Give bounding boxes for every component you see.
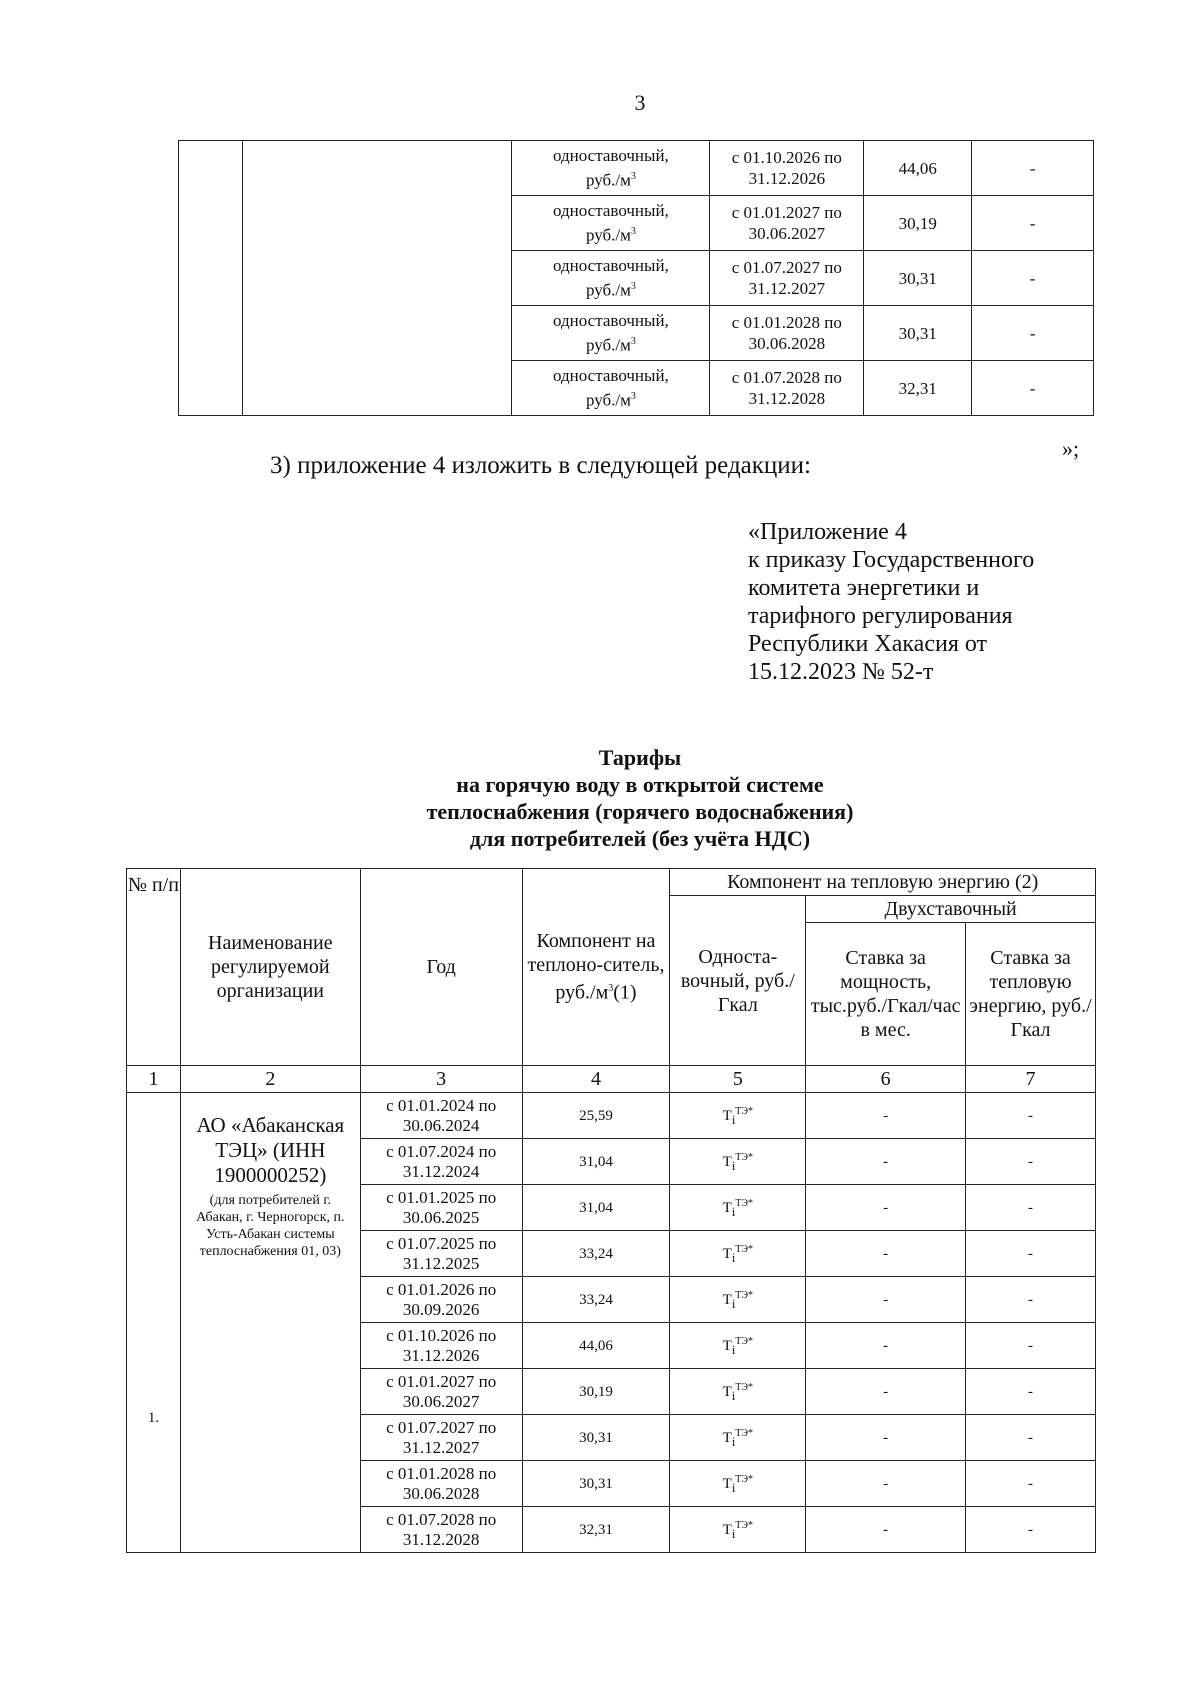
period-cell: с 01.01.2026 по 30.09.2026	[360, 1277, 522, 1323]
header-two-rate: Двухставочный	[806, 896, 1096, 923]
single-rate-cell	[670, 1139, 806, 1185]
table-row	[179, 141, 1094, 196]
period-cell: с 01.10.2026 по 31.12.2026	[360, 1323, 522, 1369]
tariff-symbol: Т	[722, 1429, 732, 1446]
period-cell: с 01.01.2027 по 30.06.2027	[360, 1369, 522, 1415]
tariff-superscript: ТЭ*	[735, 1473, 754, 1485]
tariff-subscript: i	[731, 1480, 736, 1495]
energy-cell: -	[966, 1139, 1096, 1185]
tariff-subscript: i	[731, 1250, 736, 1265]
tariff-superscript: ТЭ*	[735, 1427, 754, 1439]
capacity-cell: -	[806, 1093, 966, 1139]
carrier-cell: 33,24	[522, 1277, 670, 1323]
column-number: 3	[360, 1066, 522, 1093]
single-rate-cell	[670, 1369, 806, 1415]
tariff-superscript: ТЭ*	[735, 1519, 754, 1531]
title-line: теплоснабжения (горячего водоснабжения)	[426, 799, 854, 824]
value-cell: 44,06	[864, 141, 972, 196]
energy-cell: -	[966, 1415, 1096, 1461]
single-rate-cell	[670, 1185, 806, 1231]
rate-type-cell	[512, 196, 710, 251]
tariff-subscript: i	[731, 1342, 736, 1357]
table-row	[127, 1093, 1096, 1139]
tariff-symbol: Т	[722, 1383, 732, 1400]
organization-note: (для потребителей г. Абакан, г. Черногорск, п. Усть-Абакан системы теплоснабжения 01, 03)	[196, 1193, 345, 1259]
tariff-subscript: i	[731, 1434, 736, 1449]
value-cell: 32,31	[864, 361, 972, 416]
carrier-cell: 31,04	[522, 1185, 670, 1231]
organization-cell	[180, 1093, 360, 1553]
appendix-line: Республики Хакасия от	[748, 631, 988, 657]
appendix-line: комитета энергетики и	[748, 575, 980, 601]
appendix-line: 15.12.2023 № 52-т	[748, 659, 934, 685]
continuation-table	[178, 140, 1094, 416]
capacity-cell: -	[806, 1507, 966, 1553]
page-number: 3	[634, 90, 646, 115]
rate-type-cell	[512, 361, 710, 416]
rate-type-text: одноставочный, руб./м	[553, 366, 669, 410]
period-cell: с 01.01.2024 по 30.06.2024	[360, 1093, 522, 1139]
capacity-cell: -	[806, 1185, 966, 1231]
period-cell: с 01.07.2027 по 31.12.2027	[710, 251, 864, 306]
header-carrier-text: Компонент на теплоно-ситель, руб./м	[527, 930, 665, 1004]
value-cell: 30,19	[864, 196, 972, 251]
extra-cell: -	[972, 306, 1094, 361]
extra-cell: -	[972, 251, 1094, 306]
tariff-superscript: ТЭ*	[735, 1105, 754, 1117]
energy-cell: -	[966, 1093, 1096, 1139]
blank-cell	[242, 141, 512, 416]
header-carrier-suffix: (1)	[613, 981, 637, 1004]
title-line: Тарифы	[598, 745, 682, 770]
appendix-line: к приказу Государственного	[748, 547, 1035, 573]
energy-cell: -	[966, 1185, 1096, 1231]
rate-type-text: одноставочный, руб./м	[553, 311, 669, 355]
cube-superscript: 3	[630, 226, 636, 238]
carrier-cell: 30,19	[522, 1369, 670, 1415]
organization-name: АО «Абаканская ТЭЦ» (ИНН 1900000252)	[196, 1113, 345, 1187]
capacity-cell: -	[806, 1231, 966, 1277]
period-cell: с 01.07.2028 по 31.12.2028	[360, 1507, 522, 1553]
column-number: 1	[127, 1066, 181, 1093]
single-rate-cell	[670, 1277, 806, 1323]
tariff-symbol: Т	[722, 1199, 732, 1216]
period-cell: с 01.01.2028 по 30.06.2028	[710, 306, 864, 361]
capacity-cell: -	[806, 1369, 966, 1415]
cube-superscript: 3	[630, 281, 636, 293]
period-cell: с 01.07.2028 по 31.12.2028	[710, 361, 864, 416]
tariff-superscript: ТЭ*	[735, 1289, 754, 1301]
header-single-rate: Односта-вочный, руб./Гкал	[670, 896, 806, 1066]
cube-superscript: 3	[630, 171, 636, 183]
tariff-symbol: Т	[722, 1153, 732, 1170]
column-number: 7	[966, 1066, 1096, 1093]
blank-cell	[179, 141, 243, 416]
carrier-cell: 30,31	[522, 1461, 670, 1507]
header-heat-component: Компонент на тепловую энергию (2)	[670, 869, 1096, 896]
value-cell: 30,31	[864, 251, 972, 306]
period-cell: с 01.01.2027 по 30.06.2027	[710, 196, 864, 251]
single-rate-cell	[670, 1507, 806, 1553]
appendix-line: тарифного регулирования	[748, 603, 1013, 629]
tariff-symbol: Т	[722, 1475, 732, 1492]
extra-cell: -	[972, 141, 1094, 196]
table-title	[0, 744, 1200, 852]
energy-cell: -	[966, 1369, 1096, 1415]
single-rate-cell	[670, 1461, 806, 1507]
single-rate-cell	[670, 1231, 806, 1277]
tariff-superscript: ТЭ*	[735, 1381, 754, 1393]
tariff-superscript: ТЭ*	[735, 1151, 754, 1163]
extra-cell: -	[972, 196, 1094, 251]
cube-superscript: 3	[630, 391, 636, 403]
carrier-cell: 25,59	[522, 1093, 670, 1139]
cube-superscript: 3	[630, 336, 636, 348]
period-cell: с 01.07.2024 по 31.12.2024	[360, 1139, 522, 1185]
column-numbers-row	[127, 1066, 1096, 1093]
energy-cell: -	[966, 1461, 1096, 1507]
tariff-symbol: Т	[722, 1521, 732, 1538]
carrier-cell: 31,04	[522, 1139, 670, 1185]
capacity-cell: -	[806, 1277, 966, 1323]
instruction-text: 3) приложение 4 изложить в следующей редакции:	[270, 452, 811, 479]
title-line: для потребителей (без учёта НДС)	[469, 826, 811, 851]
carrier-cell: 33,24	[522, 1231, 670, 1277]
energy-cell: -	[966, 1507, 1096, 1553]
rate-type-cell	[512, 306, 710, 361]
row-index: 1.	[127, 1093, 181, 1553]
period-cell: с 01.01.2028 по 30.06.2028	[360, 1461, 522, 1507]
carrier-cell: 32,31	[522, 1507, 670, 1553]
value-cell: 30,31	[864, 306, 972, 361]
column-number: 6	[806, 1066, 966, 1093]
appendix-header	[748, 518, 1034, 686]
capacity-cell: -	[806, 1461, 966, 1507]
tariff-superscript: ТЭ*	[735, 1335, 754, 1347]
energy-cell: -	[966, 1231, 1096, 1277]
capacity-cell: -	[806, 1415, 966, 1461]
tariff-symbol: Т	[722, 1107, 732, 1124]
tariff-subscript: i	[731, 1388, 736, 1403]
rate-type-text: одноставочный, руб./м	[553, 201, 669, 245]
extra-cell: -	[972, 361, 1094, 416]
energy-cell: -	[966, 1323, 1096, 1369]
capacity-cell: -	[806, 1139, 966, 1185]
rate-type-cell	[512, 141, 710, 196]
header-org: Наименование регулируемой организации	[180, 869, 360, 1066]
header-capacity-rate: Ставка за мощность, тыс.руб./Гкал/час в мес.	[806, 923, 966, 1066]
single-rate-cell	[670, 1093, 806, 1139]
tariff-symbol: Т	[722, 1337, 732, 1354]
title-line: на горячую воду в открытой системе	[456, 772, 824, 797]
tariff-superscript: ТЭ*	[735, 1243, 754, 1255]
appendix-line: «Приложение 4	[748, 519, 907, 545]
column-number: 5	[670, 1066, 806, 1093]
tariff-symbol: Т	[722, 1245, 732, 1262]
tariff-subscript: i	[731, 1204, 736, 1219]
tariff-subscript: i	[731, 1296, 736, 1311]
single-rate-cell	[670, 1415, 806, 1461]
capacity-cell: -	[806, 1323, 966, 1369]
carrier-cell: 44,06	[522, 1323, 670, 1369]
period-cell: с 01.07.2025 по 31.12.2025	[360, 1231, 522, 1277]
header-energy-rate: Ставка за тепловую энергию, руб./Гкал	[966, 923, 1096, 1066]
tariff-table	[126, 868, 1096, 1553]
header-carrier	[522, 869, 670, 1066]
period-cell: с 01.10.2026 по 31.12.2026	[710, 141, 864, 196]
column-number: 4	[522, 1066, 670, 1093]
rate-type-text: одноставочный, руб./м	[553, 256, 669, 300]
tariff-subscript: i	[731, 1526, 736, 1541]
rate-type-cell	[512, 251, 710, 306]
period-cell: с 01.01.2025 по 30.06.2025	[360, 1185, 522, 1231]
single-rate-cell	[670, 1323, 806, 1369]
tariff-subscript: i	[731, 1158, 736, 1173]
header-year: Год	[360, 869, 522, 1066]
period-cell: с 01.07.2027 по 31.12.2027	[360, 1415, 522, 1461]
energy-cell: -	[966, 1277, 1096, 1323]
cube-superscript: 3	[608, 983, 614, 995]
header-num: № п/п	[127, 869, 181, 1066]
rate-type-text: одноставочный, руб./м	[553, 146, 669, 190]
carrier-cell: 30,31	[522, 1415, 670, 1461]
tariff-symbol: Т	[722, 1291, 732, 1308]
column-number: 2	[180, 1066, 360, 1093]
tariff-superscript: ТЭ*	[735, 1197, 754, 1209]
tariff-subscript: i	[731, 1112, 736, 1127]
closing-quote: »;	[1062, 436, 1080, 461]
